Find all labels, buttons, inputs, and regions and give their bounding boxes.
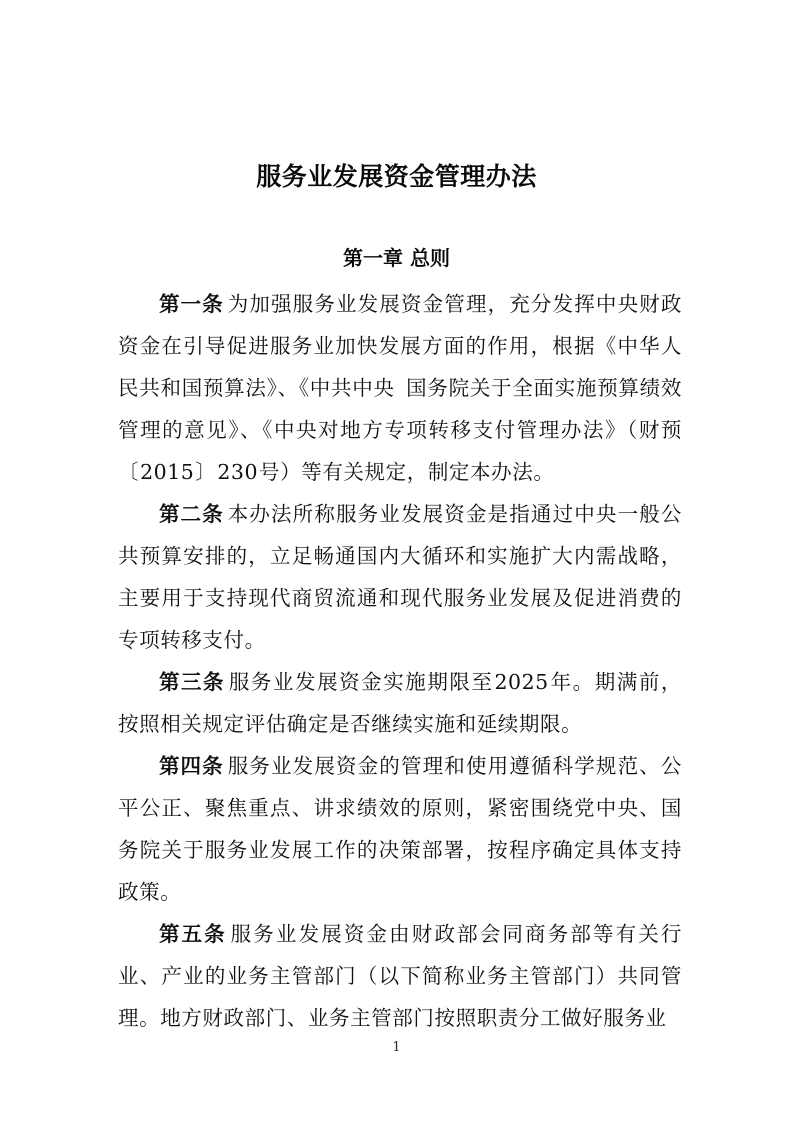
article-1-text-part-2: 国务院关于全面实施预算绩效管理的意见》、《中央对地方专项转移支付管理办法》（财预〔	[118, 376, 682, 484]
article-5-text: 服务业发展资金由财政部会同商务部等有关行业、产业的业务主管部门（以下简称业务主管部门）共同管理。地方财政部门、业务主管部门按照职责分工做好服务业	[118, 922, 683, 1030]
article-1-label: 第一条	[159, 292, 224, 316]
article-3-text-part-1: 服务业发展资金实施期限至	[228, 670, 494, 694]
article-1-text-part-1: 为加强服务业发展资金管理，充分发挥中央财政资金在引导促进服务业加快发展方面的作用，根据《中华人民共和国预算法》、《中共中央	[118, 292, 682, 400]
article-3-paragraph	[118, 661, 682, 745]
article-5-label: 第五条	[159, 922, 227, 946]
chapter-heading: 第一章 总则	[343, 246, 450, 270]
article-1-doc-number: 230	[217, 460, 259, 484]
article-3-text-part-2: 年。期满前，按照相关规定评估确定是否继续实施和延续期限。	[118, 670, 682, 736]
article-1-year-number: 2015	[140, 460, 195, 484]
article-1-paragraph	[118, 283, 682, 493]
page-number: 1	[392, 1040, 401, 1055]
document-body	[118, 283, 682, 1039]
article-3-year-number: 2025	[494, 670, 549, 694]
article-2-paragraph	[118, 493, 682, 661]
article-3-label: 第三条	[159, 670, 225, 694]
page-title: 服务业发展资金管理办法	[256, 162, 537, 191]
article-4-text: 服务业发展资金的管理和使用遵循科学规范、公平公正、聚焦重点、讲求绩效的原则，紧密围绕党中央、国务院关于服务业发展工作的决策部署，按程序确定具体支持政策。	[118, 754, 682, 904]
article-5-paragraph	[118, 913, 682, 1039]
article-4-paragraph	[118, 745, 682, 913]
article-1-text-part-4: 号）等有关规定，制定本办法。	[259, 460, 555, 484]
article-4-label: 第四条	[159, 754, 224, 778]
article-2-text: 本办法所称服务业发展资金是指通过中央一般公共预算安排的，立足畅通国内大循环和实施扩大内需战略，主要用于支持现代商贸流通和现代服务业发展及促进消费的专项转移支付。	[118, 502, 682, 652]
article-1-text-part-3: 〕	[195, 460, 217, 484]
article-2-label: 第二条	[159, 502, 224, 526]
